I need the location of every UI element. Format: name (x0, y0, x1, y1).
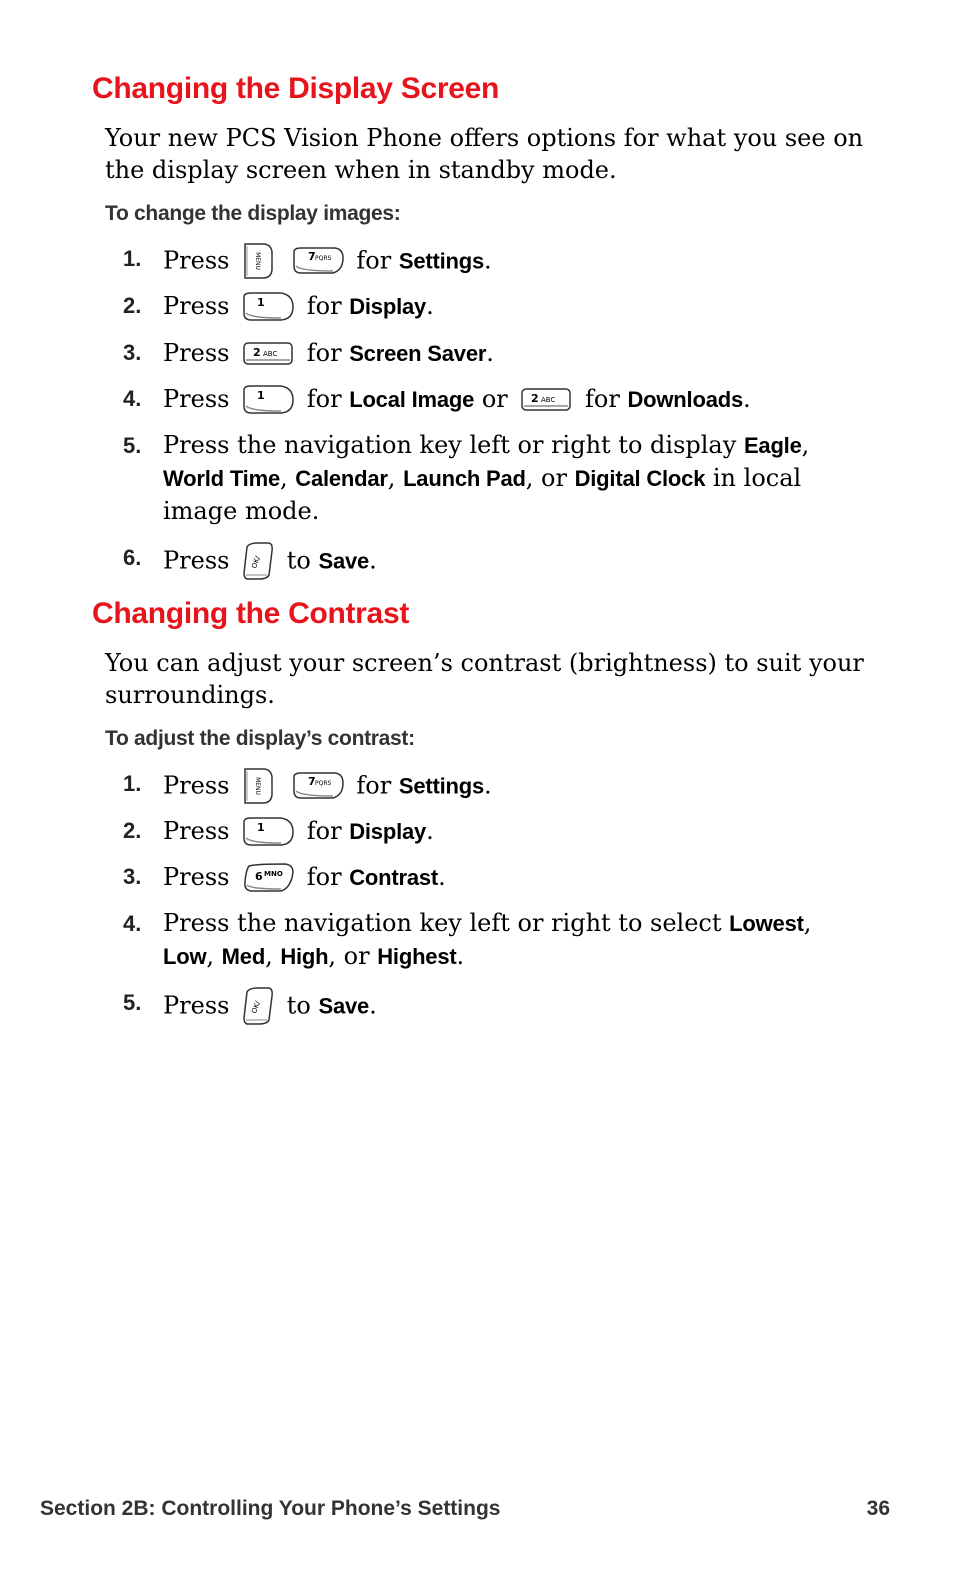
option-calendar: Calendar (295, 466, 388, 491)
step-number: 5. (123, 433, 142, 458)
one-key-icon (241, 291, 295, 323)
svg-text:PQRS: PQRS (314, 780, 332, 787)
section-intro-contrast: You can adjust your screen’s contrast (brightness) to suit your surroundings. (105, 649, 864, 709)
step-text: Press (163, 385, 230, 413)
procedure-title-display: To change the display images: (105, 202, 401, 225)
section-heading-display-screen: Changing the Display Screen (92, 72, 499, 105)
svg-text:PQRS: PQRS (314, 255, 332, 262)
svg-text:2: 2 (531, 391, 540, 405)
svg-text:1: 1 (257, 820, 265, 834)
menu-option-local-image: Local Image (349, 387, 475, 412)
step-text: to (286, 991, 311, 1020)
step-number: 3. (123, 864, 142, 889)
svg-text:2: 2 (253, 345, 261, 359)
step-number: 1. (123, 771, 142, 796)
step-number: 4. (123, 386, 142, 411)
option-low: Low (163, 944, 207, 969)
menu-option-display: Display (349, 294, 427, 319)
footer-section-title: Section 2B: Controlling Your Phone’s Settings (40, 1497, 501, 1520)
step-text: Press the navigation key left or right to display (163, 431, 737, 459)
step-text: or (343, 942, 370, 970)
step-text: for (306, 385, 342, 413)
step-text: for (306, 292, 342, 320)
option-highest: Highest (377, 944, 457, 969)
step-text: or (541, 464, 567, 492)
menu-option-contrast: Contrast (349, 865, 439, 890)
section-intro-display: Your new PCS Vision Phone offers options for what you see on the display screen when in standby mode. (105, 124, 864, 184)
page-footer (40, 1497, 890, 1521)
section-heading-contrast: Changing the Contrast (92, 597, 410, 630)
option-high: High (280, 944, 329, 969)
six-mno-key-icon (241, 862, 295, 894)
svg-text:OK/: OK/ (250, 555, 263, 570)
punct: . (456, 942, 465, 970)
menu-option-downloads: Downloads (627, 387, 744, 412)
punct: . (426, 292, 434, 320)
step-text: Press (163, 991, 230, 1020)
option-world-time: World Time (163, 466, 280, 491)
punct: . (484, 246, 492, 275)
svg-text:7: 7 (307, 250, 316, 263)
punct: . (486, 339, 494, 367)
punct: . (438, 863, 446, 891)
menu-option-settings: Settings (398, 773, 485, 799)
menu-option-display: Display (349, 819, 427, 844)
option-med: Med (221, 944, 266, 969)
option-launch-pad: Launch Pad (403, 466, 526, 491)
punct: . (369, 991, 377, 1020)
step-text: for (306, 863, 342, 891)
step-number: 4. (123, 911, 142, 936)
step-text: in local image mode. (163, 464, 802, 525)
step-text: Press (163, 546, 230, 575)
punct: . (369, 546, 377, 575)
step-number: 2. (123, 818, 142, 843)
step-text: for (585, 385, 620, 413)
svg-text:MNO: MNO (264, 869, 283, 878)
punct: . (426, 817, 434, 845)
svg-text:6: 6 (255, 869, 263, 883)
svg-text:7: 7 (307, 775, 316, 788)
step-text: Press (163, 339, 230, 367)
step-text: Press the navigation key left or right to select (163, 909, 722, 937)
svg-text:OK/: OK/ (250, 1000, 263, 1015)
seven-pqrs-key-icon (291, 771, 345, 801)
menu-key-icon (241, 767, 275, 805)
two-abc-key-icon (241, 341, 295, 367)
seven-pqrs-key-icon (291, 246, 345, 276)
menu-option-screen-saver: Screen Saver (349, 341, 487, 366)
svg-text:ABC: ABC (541, 395, 556, 404)
punct: . (484, 771, 492, 800)
menu-key-icon (241, 242, 275, 280)
step-number: 5. (123, 990, 142, 1015)
option-lowest: Lowest (729, 911, 804, 936)
step-number: 2. (123, 293, 142, 318)
ok-key-icon (241, 541, 275, 581)
svg-text:ABC: ABC (263, 349, 278, 358)
step-text: Press (163, 292, 230, 320)
svg-text:MENU: MENU (254, 252, 262, 270)
step-text: to (286, 546, 311, 575)
step-text: for (356, 771, 392, 800)
option-eagle: Eagle (743, 433, 802, 458)
svg-text:1: 1 (257, 388, 265, 402)
step-text: Press (163, 771, 230, 800)
step-number: 6. (123, 545, 142, 570)
step-text: for (356, 246, 392, 275)
menu-option-save: Save (318, 548, 370, 574)
page-number: 36 (866, 1497, 890, 1520)
step-text: Press (163, 246, 230, 275)
one-key-icon (241, 384, 295, 416)
svg-text:MENU: MENU (254, 777, 262, 795)
procedure-title-contrast: To adjust the display’s contrast: (105, 727, 415, 750)
step-text: Press (163, 817, 230, 845)
step-number: 3. (123, 340, 142, 365)
step-text: for (306, 339, 342, 367)
menu-option-save: Save (318, 993, 370, 1019)
step-text: or (481, 385, 508, 413)
step-number: 1. (123, 246, 142, 271)
ok-key-icon (241, 986, 275, 1026)
step-text: Press (163, 863, 230, 891)
svg-text:1: 1 (257, 295, 265, 309)
punct: . (743, 385, 751, 413)
one-key-icon (241, 816, 295, 848)
two-abc-key-icon (519, 387, 573, 413)
option-digital-clock: Digital Clock (574, 466, 706, 491)
menu-option-settings: Settings (398, 248, 485, 274)
step-text: for (306, 817, 342, 845)
